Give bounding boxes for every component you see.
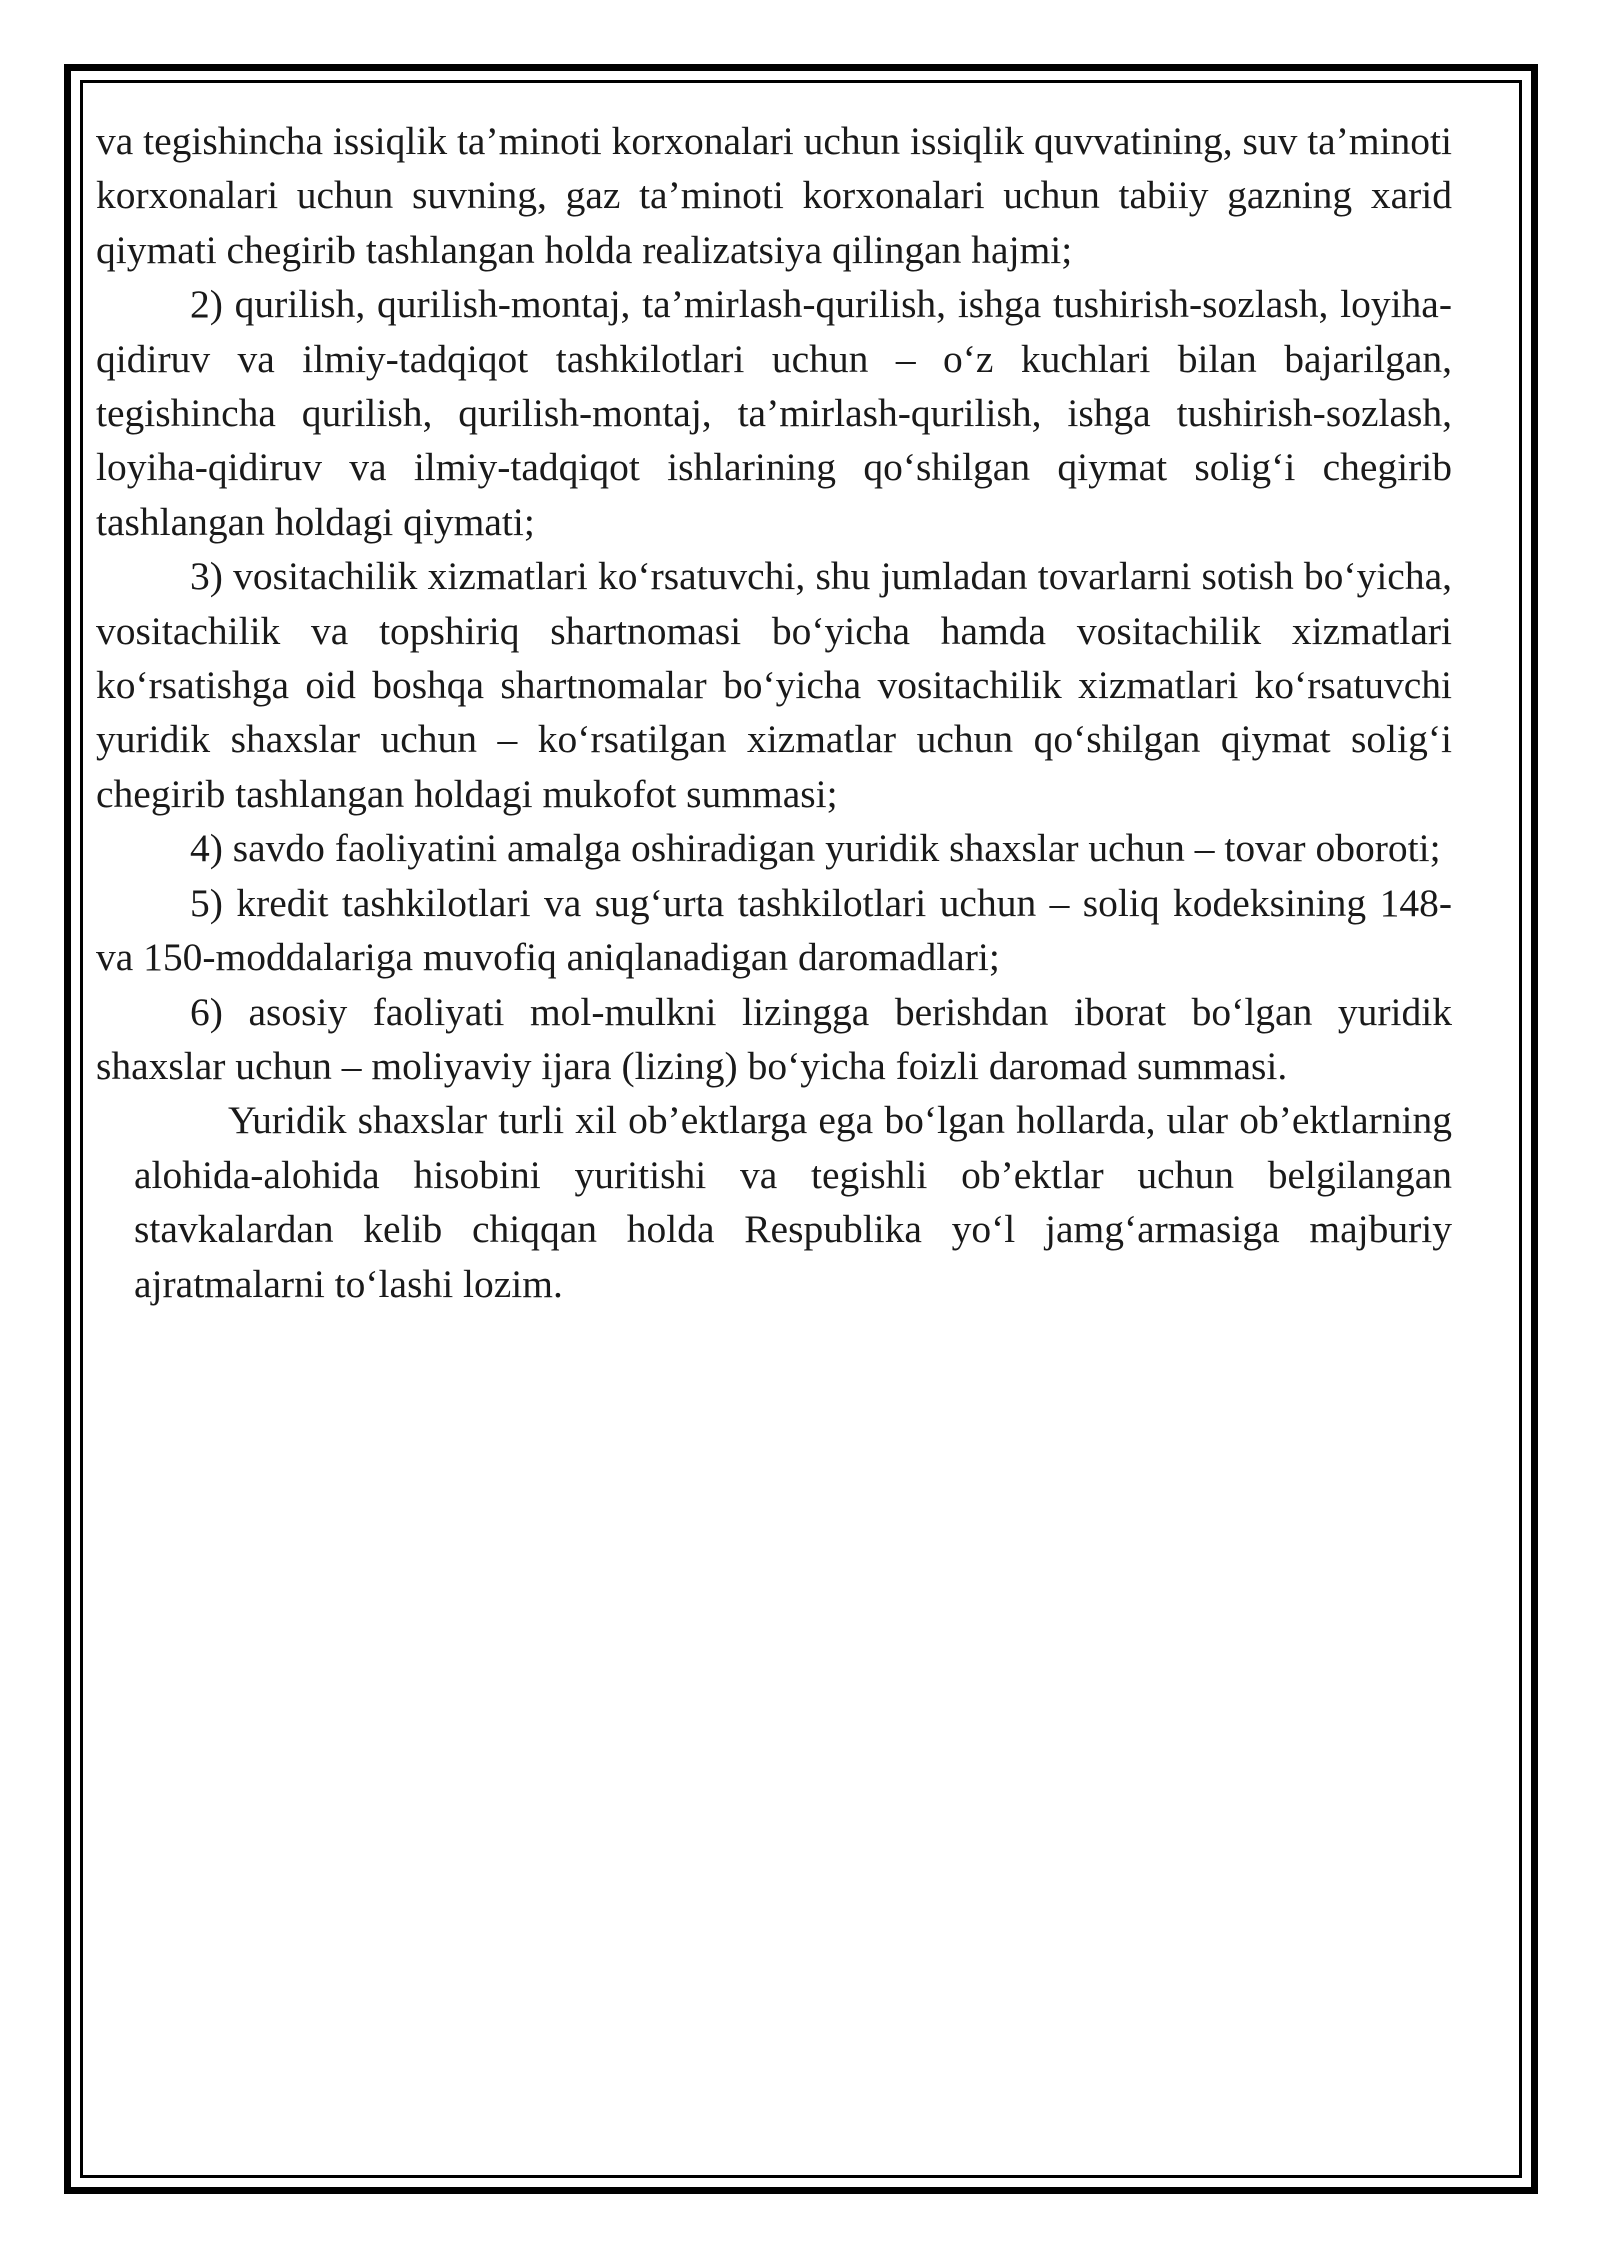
list-item-6: 6) asosiy faoliyati mol-mulkni lizingga berishdan iborat bo‘lgan yuridik shaxslar uchun – moliyaviy ijara (lizing) bo‘yicha foizli daromad summasi.: [96, 989, 1452, 1088]
paragraph-continuation: va tegishincha issiqlik ta’minoti korxonalari uchun issiqlik quvvatining, suv ta’minoti korxonalari uchun suvning, gaz ta’minoti korxonalari uchun tabiiy gazning xarid qiymati chegirib tashlangan holda realizatsiya qilingan hajmi;: [96, 119, 1452, 272]
list-item-3: 3) vositachilik xizmatlari ko‘rsatuvchi, shu jumladan tovarlarni sotish bo‘yicha, vositachilik va topshiriq shartnomasi bo‘yicha hamda vositachilik xizmatlari ko‘rsatishga oid boshqa shartnomalar bo‘yicha vositachilik xizmatlari ko‘rsatuvchi yuridik shaxslar uchun – ko‘rsatilgan xizmatlar uchun qo‘shilgan qiymat solig‘i chegirib tashlangan holdagi mukofot summasi;: [96, 554, 1452, 816]
list-item-4: 4) savdo faoliyatini amalga oshiradigan yuridik shaxslar uchun – tovar oboroti;: [190, 826, 1441, 871]
document-body: [96, 114, 1452, 1311]
paragraph-closing: Yuridik shaxslar turli xil ob’ektlarga ega bo‘lgan hollarda, ular ob’ektlarning alohida-alohida hisobini yuritishi va tegishli ob’ektlar uchun belgilangan stavkalardan kelib chiqqan holda Respublika yo‘l jamg‘armasiga majburiy ajratmalarni to‘lashi lozim.: [134, 1098, 1452, 1306]
list-item-5: 5) kredit tashkilotlari va sug‘urta tashkilotlari uchun – soliq kodeksining 148- va 150-moddalariga muvofiq aniqlanadigan daromadlari;: [96, 880, 1452, 980]
list-item-2: 2) qurilish, qurilish-montaj, ta’mirlash-qurilish, ishga tushirish-sozlash, loyiha-qidiruv va ilmiy-tadqiqot tashkilotlari uchun – o‘z kuchlari bilan bajarilgan, tegishincha qurilish, qurilish-montaj, ta’mirlash-qurilish, ishga tushirish-sozlash, loyiha-qidiruv va ilmiy-tadqiqot ishlarining qo‘shilgan qiymat solig‘i chegirib tashlangan holdagi qiymati;: [96, 282, 1452, 544]
